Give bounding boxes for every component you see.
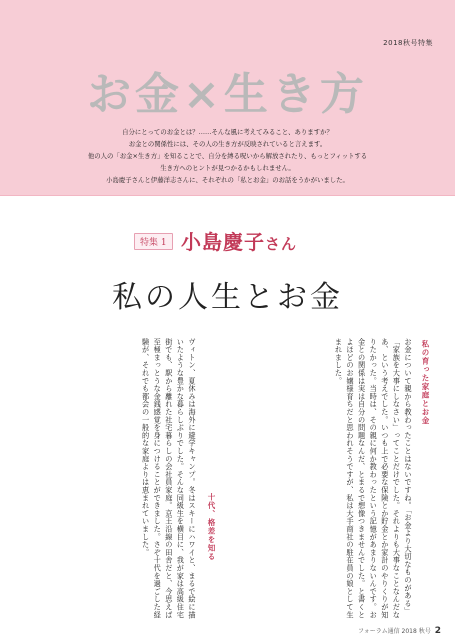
intro-text	[18, 126, 437, 186]
intro-line: 他の人の「お金×生き方」を知ることで、自分を縛る呪いから解放されたり、もっとフィットする	[87, 152, 368, 160]
header-divider	[0, 195, 455, 196]
publication-name: フォーラム通信 2018 秋号	[358, 628, 431, 635]
section-heading-family: 私の育った家庭とお金	[421, 340, 430, 425]
person-name	[181, 226, 297, 255]
page-title: お金×生き方	[87, 69, 368, 120]
intro-line: 小島慶子さんと伊藤洋志さんに、それぞれの「私とお金」のお話をうかがいました。	[106, 176, 349, 184]
page-footer	[358, 626, 441, 636]
person-name-suffix: さん	[265, 235, 298, 253]
issue-tag: 2018秋号特集	[383, 39, 433, 47]
intro-line: 生き方へのヒントが見つかるかもしれません。	[160, 164, 295, 172]
article-subtitle: 私の人生とお金	[112, 280, 343, 315]
feature-badge: 特集 1	[134, 233, 173, 250]
intro-line: お金との関係性には、その人の生き方が反映されていると言えます。	[128, 140, 327, 148]
person-name-text: 小島慶子	[181, 230, 265, 254]
section-heading-teens: 十代、格差を知る	[207, 493, 216, 561]
body-column-left: ヴィトン、夏休みは海外に避学キャンプ。冬はスキーにハワイと、まるで絵に描いたような豊かな暮らしぶりでした。そんな同級生を横目に、我が家は高級住宅街でも、駅から離れた社宅暮らしの会社員家庭。京王沿線の田舎だと、今思えば至極まっとうな金銭感覚を身につけることができました。さぞ十代を過ごした経験が、それでも都会の一般的な家庭よりは恵まれていました。	[141, 338, 197, 619]
page-number: 2	[434, 626, 441, 636]
intro-line: 自分にとってのお金とは？……そんな風に考えてみること、ありますか？	[122, 128, 333, 136]
body-column-right: お金について親から教わったことはないですね。「お金より大切なものがある」「家族を大事にしなさい」ってことだけでした。それよりも大事なことなんだなあ、という考えでした。いつも上で必要な保険とか貯金とか家計のやりくりが知りたかった。当時は、その親に何か教わったという記憶があまりないんです。お金との関係は実は自分の問題なんだ、とまるで想像つきませんでした。と書くとよほどのお嬢様育ちだと思われそうですが、私は大手商社の駐在員の娘として生まれました。	[334, 338, 413, 619]
